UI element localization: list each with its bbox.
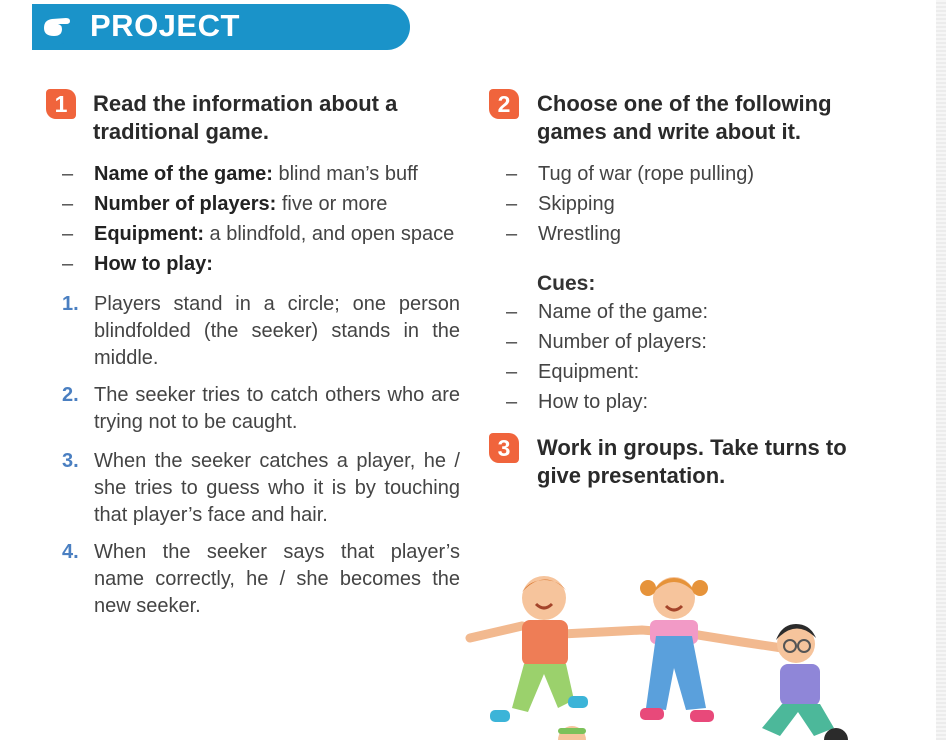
section-1-heading-line2: traditional game.	[93, 119, 270, 144]
page-title: PROJECT	[90, 8, 240, 43]
section-2-badge: 2	[489, 89, 519, 119]
section-3-heading-line2: give presentation.	[537, 463, 726, 488]
step-1: 1. Players stand in a circle; one person blindfolded (the seeker) stands in the middle.	[62, 293, 460, 369]
section-1-badge: 1	[46, 89, 76, 119]
section-2-heading-line2: games and write about it.	[537, 119, 802, 144]
section-2-heading-line1: Choose one of the following	[537, 91, 832, 116]
children-playing-illustration	[462, 568, 946, 740]
step-3: 3. When the seeker catches a player, he / she tries to guess who it is by touching that player’s face and hair.	[62, 450, 460, 526]
step-2: 2. The seeker tries to catch others who are trying not to be caught.	[62, 384, 460, 433]
section-3-heading-line1: Work in groups. Take turns to	[537, 435, 847, 460]
page-edge	[936, 0, 946, 740]
section-1-heading-line1: Read the information about a	[93, 91, 398, 116]
cues-label: Cues:	[537, 272, 596, 295]
step-4: 4. When the seeker says that player’s name correctly, he / she becomes the new seeker.	[62, 541, 460, 617]
section-3-badge: 3	[489, 433, 519, 463]
pointing-hand-icon	[36, 6, 76, 46]
